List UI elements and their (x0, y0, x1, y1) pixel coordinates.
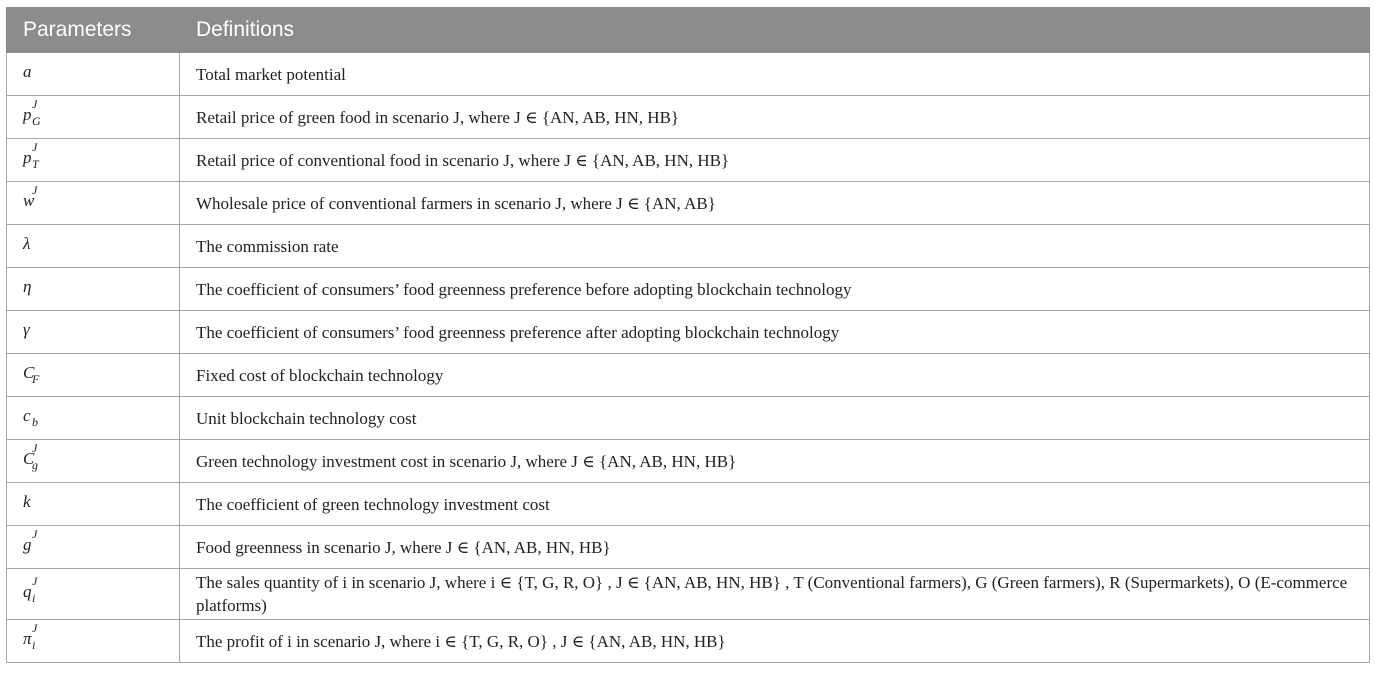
symbol-superscript: J (32, 620, 38, 635)
symbol-superscript: J (32, 96, 38, 111)
parameter-symbol (7, 139, 180, 182)
symbol-base: g (23, 534, 32, 554)
parameter-symbol (7, 311, 180, 354)
symbol-base: C (23, 448, 35, 468)
table-row (7, 182, 1370, 225)
parameter-symbol (7, 182, 180, 225)
symbol-base: k (23, 491, 31, 511)
symbol-base: C (23, 362, 35, 382)
parameter-symbol (7, 440, 180, 483)
parameter-symbol (7, 620, 180, 663)
parameter-symbol (7, 354, 180, 397)
table-row (7, 569, 1370, 620)
table-row (7, 225, 1370, 268)
table-row (7, 268, 1370, 311)
table-row (7, 483, 1370, 526)
parameter-definition: The coefficient of green technology investment cost (180, 483, 1370, 526)
parameter-symbol (7, 526, 180, 569)
symbol-superscript: J (32, 573, 38, 588)
parameter-symbol (7, 569, 180, 620)
parameter-definition: The sales quantity of i in scenario J, where i ∈ {T, G, R, O} , J ∈ {AN, AB, HN, HB} , T (Conventional farmers), G (Green farmers), R (Supermarkets), O (E-commerce platforms) (180, 569, 1370, 620)
parameter-definition: The coefficient of consumers’ food greenness preference after adopting blockchain technology (180, 311, 1370, 354)
symbol-subscript: g (32, 457, 38, 472)
symbol-superscript: J (32, 182, 38, 197)
parameter-symbol (7, 96, 180, 139)
parameter-definition: Retail price of conventional food in scenario J, where J ∈ {AN, AB, HN, HB} (180, 139, 1370, 182)
symbol-subscript: T (32, 156, 39, 171)
symbol-base: λ (23, 233, 31, 253)
parameter-definition: Total market potential (180, 53, 1370, 96)
symbol-subscript: b (32, 414, 38, 429)
symbol-base: π (23, 628, 32, 648)
table-row (7, 397, 1370, 440)
table-body (7, 53, 1370, 663)
parameters-table (6, 7, 1370, 663)
table-row (7, 440, 1370, 483)
parameter-definition: Fixed cost of blockchain technology (180, 354, 1370, 397)
parameter-definition: Wholesale price of conventional farmers in scenario J, where J ∈ {AN, AB} (180, 182, 1370, 225)
table-row (7, 526, 1370, 569)
parameter-definition: The profit of i in scenario J, where i ∈ {T, G, R, O} , J ∈ {AN, AB, HN, HB} (180, 620, 1370, 663)
symbol-subscript: G (32, 113, 41, 128)
symbol-superscript: J (32, 139, 38, 154)
parameter-definition: Food greenness in scenario J, where J ∈ {AN, AB, HN, HB} (180, 526, 1370, 569)
header-definitions: Definitions (180, 8, 1370, 53)
symbol-base: γ (23, 319, 30, 339)
parameter-definition: Green technology investment cost in scenario J, where J ∈ {AN, AB, HN, HB} (180, 440, 1370, 483)
symbol-base: η (23, 276, 32, 296)
symbol-base: p (23, 147, 32, 167)
table-header-row (7, 8, 1370, 53)
symbol-superscript: J (32, 526, 38, 541)
table-row (7, 311, 1370, 354)
symbol-base: w (23, 190, 35, 210)
parameter-definition: The commission rate (180, 225, 1370, 268)
parameter-symbol (7, 397, 180, 440)
symbol-base: a (23, 61, 32, 81)
symbol-subscript: i (32, 590, 36, 605)
symbol-superscript: J (32, 440, 38, 455)
parameter-symbol (7, 225, 180, 268)
parameter-definition: Unit blockchain technology cost (180, 397, 1370, 440)
table-row (7, 354, 1370, 397)
symbol-base: p (23, 104, 32, 124)
table-row (7, 620, 1370, 663)
header-parameters: Parameters (7, 8, 180, 53)
parameter-symbol (7, 483, 180, 526)
symbol-base: c (23, 405, 31, 425)
parameter-symbol (7, 53, 180, 96)
symbol-subscript: i (32, 637, 36, 652)
symbol-base: q (23, 581, 32, 601)
parameter-definition: The coefficient of consumers’ food greenness preference before adopting blockchain technology (180, 268, 1370, 311)
table-row (7, 139, 1370, 182)
symbol-subscript: F (32, 371, 40, 386)
table-row (7, 96, 1370, 139)
parameter-definition: Retail price of green food in scenario J, where J ∈ {AN, AB, HN, HB} (180, 96, 1370, 139)
parameter-symbol (7, 268, 180, 311)
table-row (7, 53, 1370, 96)
